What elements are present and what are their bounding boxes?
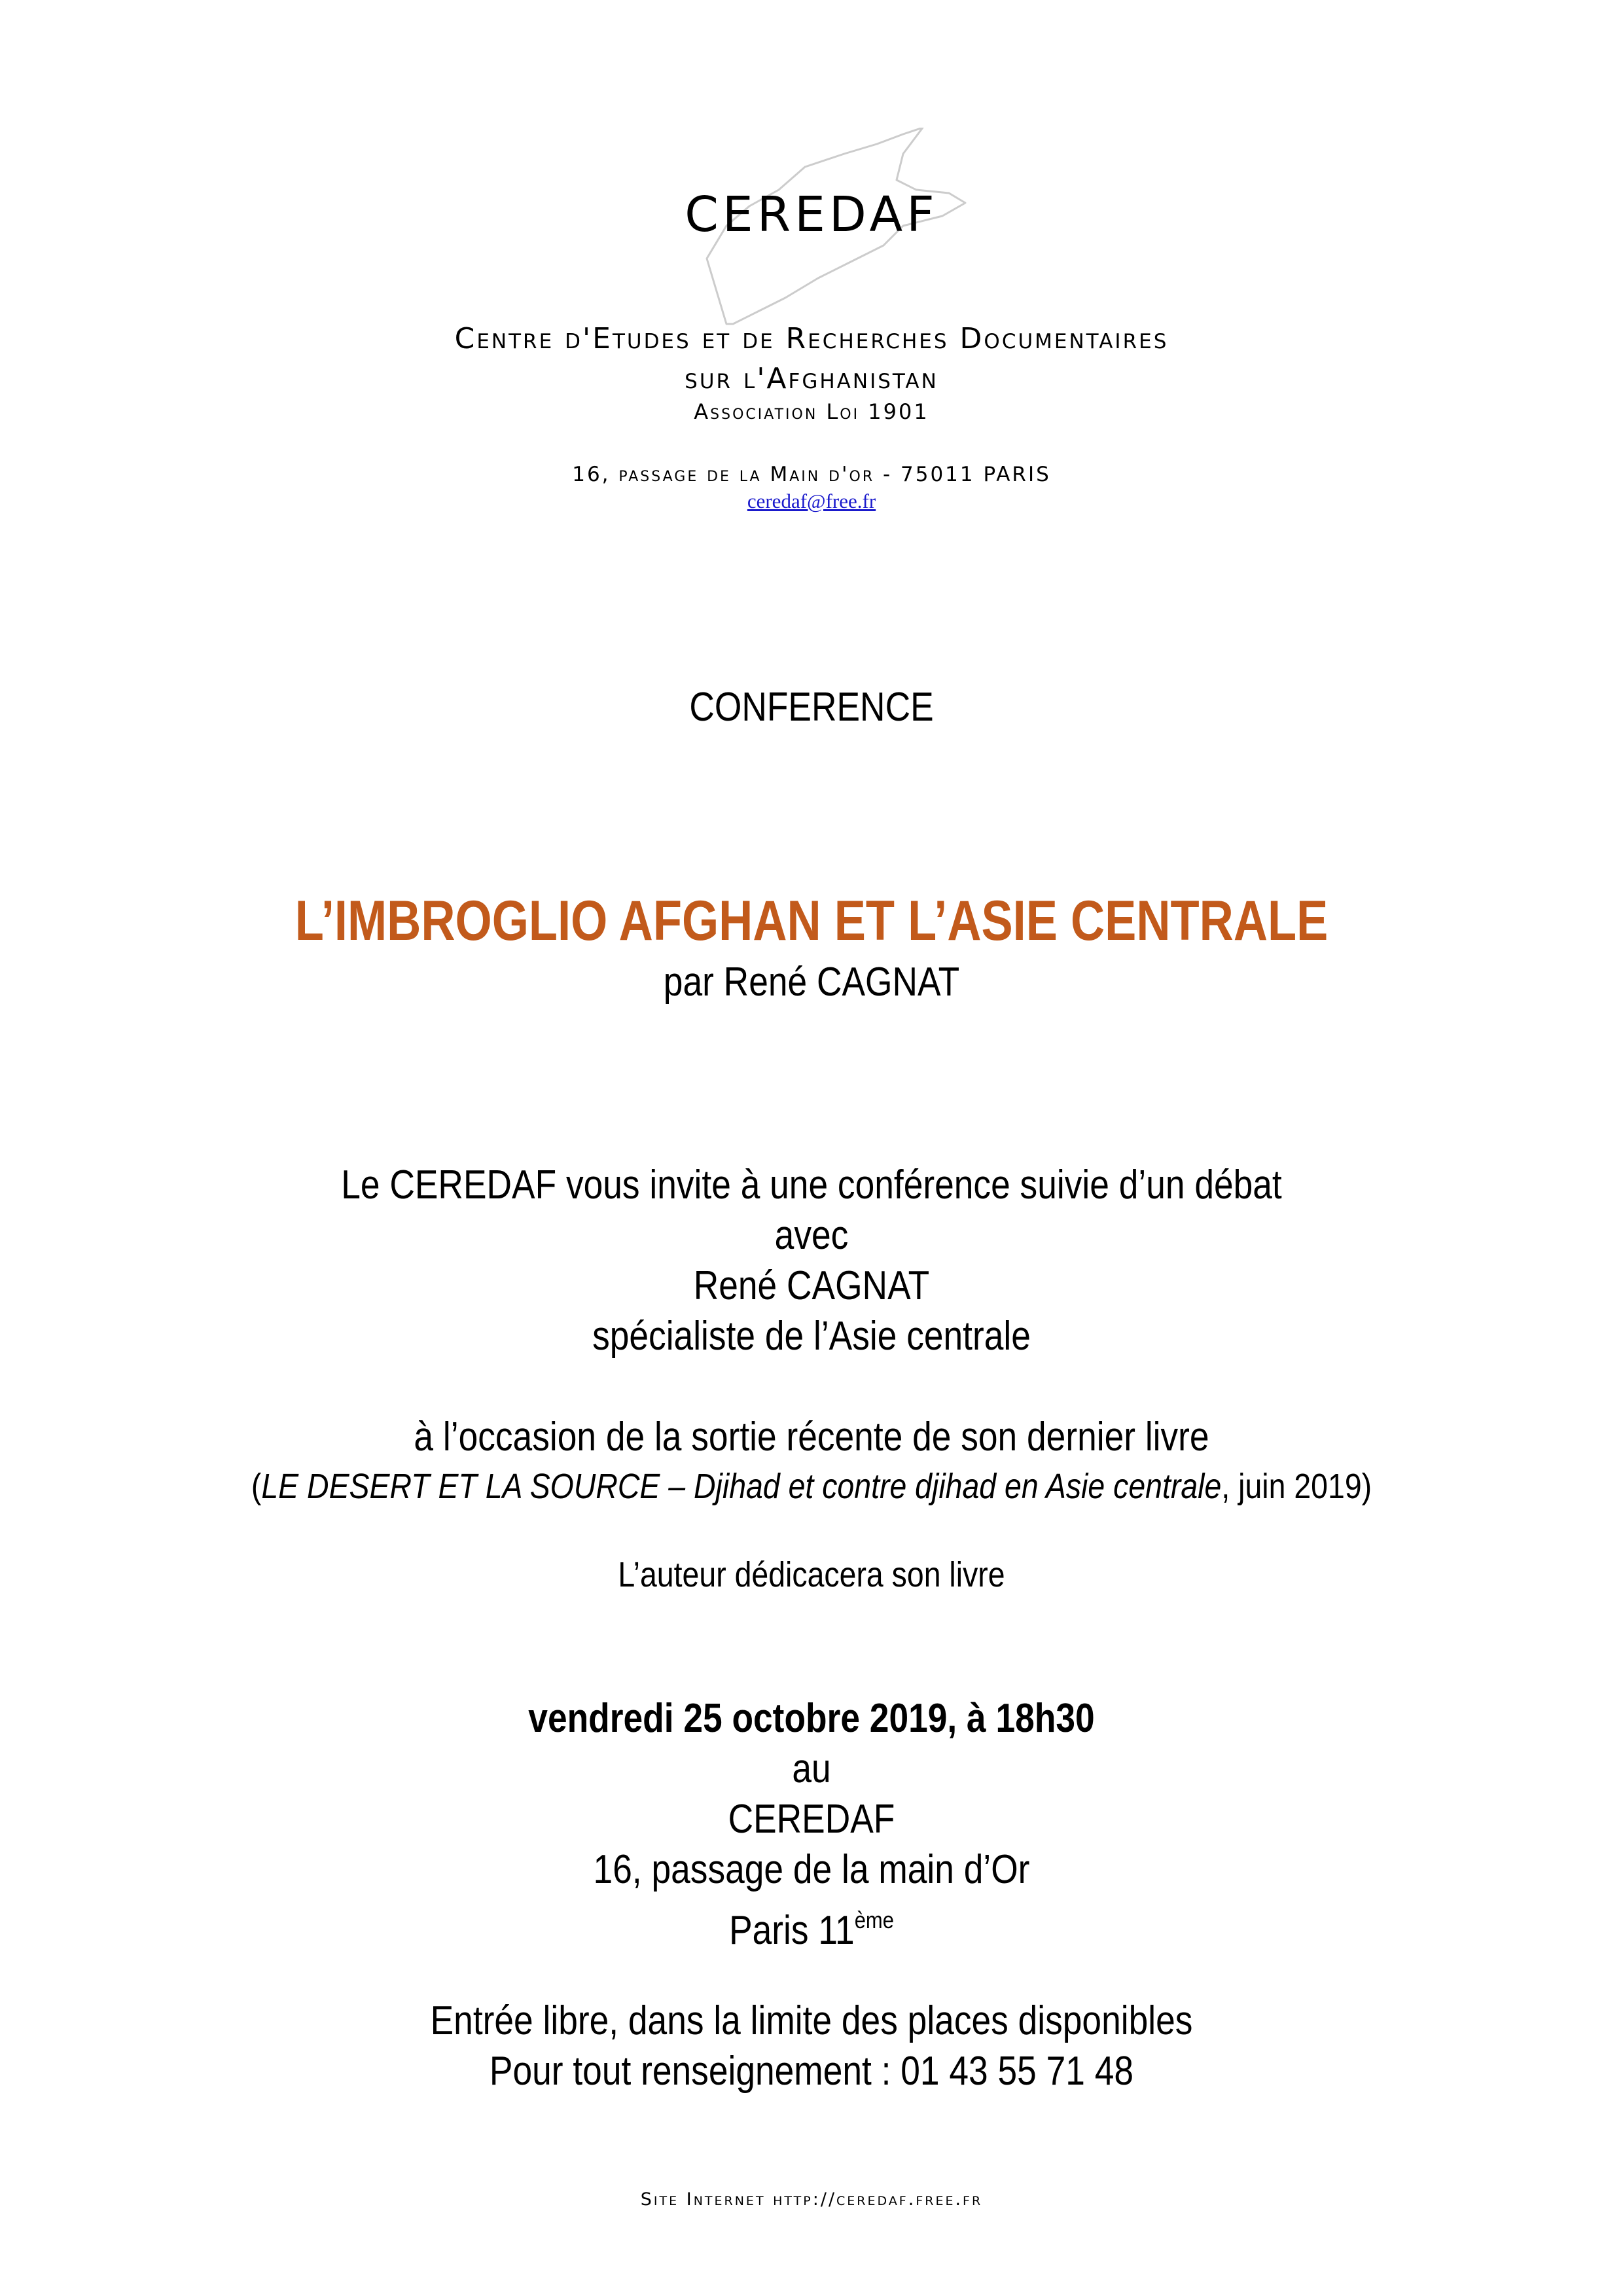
contact-phone: Pour tout renseignement : 01 43 55 71 48 [489, 2049, 1134, 2094]
organization-status: Association Loi 1901 [694, 399, 929, 424]
entry-note: Entrée libre, dans la limite des places disponibles [430, 1998, 1193, 2043]
organization-address: 16, passage de la Main d'or - 75011 PARIS [572, 463, 1051, 486]
speaker-name: René CAGNAT [693, 1263, 930, 1308]
speaker-description: spécialiste de l’Asie centrale [592, 1314, 1031, 1359]
email-link[interactable]: ceredaf@free.fr [747, 490, 876, 512]
event-type: CONFERENCE [689, 685, 934, 730]
venue-preposition: au [792, 1746, 831, 1791]
book-title: LE DESERT ET LA SOURCE – Djihad et contre djihad en Asie centrale [261, 1467, 1222, 1506]
book-occasion: à l’occasion de la sortie récente de son dernier livre [414, 1414, 1209, 1460]
organization-name-line2: sur l'Afghanistan [685, 362, 938, 395]
venue-city: Paris 11ème [729, 1907, 894, 1953]
book-reference: (LE DESERT ET LA SOURCE – Djihad et contre djihad en Asie centrale, juin 2019) [251, 1467, 1372, 1506]
invitation-line: avec [774, 1213, 849, 1258]
book-signing: L’auteur dédicacera son livre [618, 1555, 1005, 1594]
organization-name-line1: Centre d'Etudes et de Recherches Documentaires [454, 322, 1169, 355]
venue-street: 16, passage de la main d’Or [593, 1847, 1030, 1892]
event-date: vendredi 25 octobre 2019, à 18h30 [528, 1696, 1095, 1741]
logo-wordmark: CEREDAF [685, 187, 938, 243]
event-title: L’IMBROGLIO AFGHAN ET L’ASIE CENTRALE [294, 889, 1329, 952]
invitation-line: Le CEREDAF vous invite à une conférence suivie d’un débat [341, 1162, 1282, 1208]
venue-name: CEREDAF [728, 1797, 895, 1842]
website-footer: Site Internet http://ceredaf.free.fr [640, 2189, 983, 2210]
event-byline: par René CAGNAT [663, 960, 960, 1005]
